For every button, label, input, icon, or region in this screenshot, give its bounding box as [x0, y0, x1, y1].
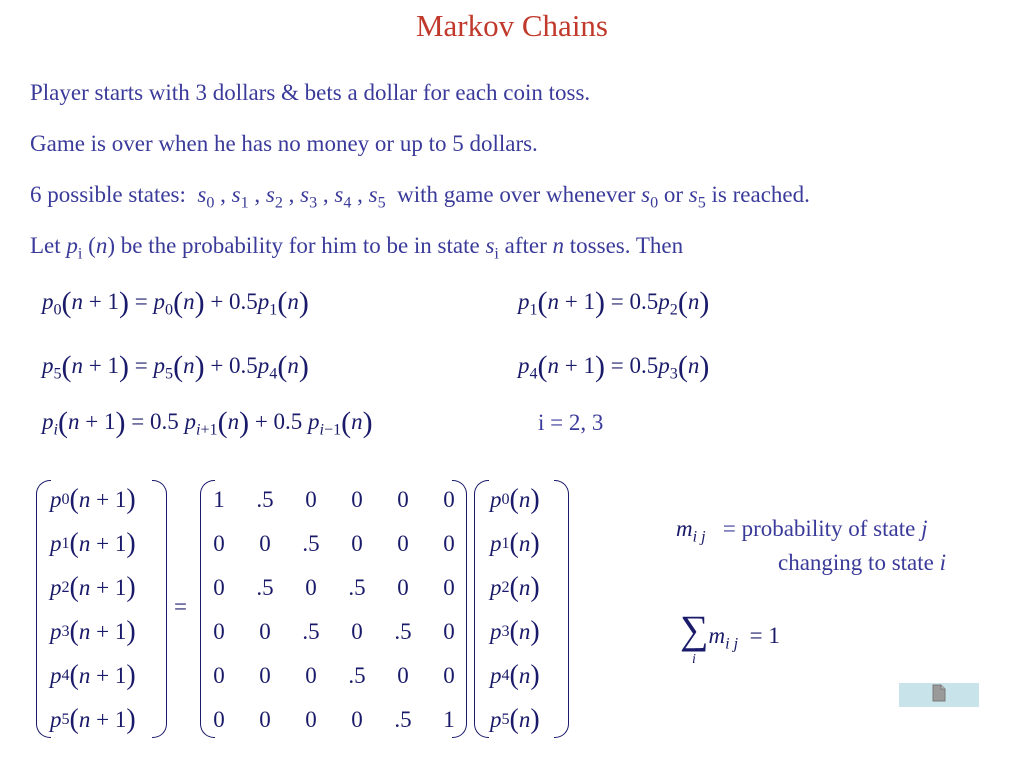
- matrix-cell: 0: [397, 575, 409, 600]
- left-vector-bracket-left: [36, 480, 51, 738]
- mij-definition-line2: changing to state i: [778, 550, 946, 575]
- text-line-3: 6 possible states: $s_0$ , $s_1$ , $s_2$ , $s_3$ , $s_4$ , $s_5$ with game over whenever $s_0$ or $s_5$ is reached.: [30, 182, 810, 212]
- matrix-cell: 0: [443, 487, 455, 512]
- matrix-cell: .5: [256, 575, 274, 600]
- matrix-cell: 1: [213, 487, 225, 512]
- matrix-cell: 0: [397, 663, 409, 688]
- matrix-cell: 0: [259, 663, 271, 688]
- left-vector-bracket-right: [152, 480, 167, 738]
- text-line-2: Game is over when he has no money or up to 5 dollars.: [30, 131, 538, 156]
- matrix-cell: 0: [351, 531, 363, 556]
- matrix-cell: 0: [259, 531, 271, 556]
- matrix-row: [196, 566, 472, 610]
- right-vector-bracket-right: [554, 480, 569, 738]
- equals-sign: =: [174, 594, 187, 619]
- matrix-cell: .5: [348, 575, 366, 600]
- matrix-row: [196, 610, 472, 654]
- matrix-cell: 0: [443, 619, 455, 644]
- matrix-cell: 0: [305, 575, 317, 600]
- matrix-row: [196, 478, 472, 522]
- matrix-cell: .5: [394, 707, 412, 732]
- equation-p5: $p_5(n + 1) = p_5(n) + 0.5p_4(n)$: [42, 350, 309, 383]
- equation-p1: $p_1(n + 1) = 0.5p_2(n)$: [518, 286, 710, 319]
- right-vector-bracket-left: [474, 480, 489, 738]
- matrix-cell: 0: [397, 531, 409, 556]
- matrix-cell: 0: [213, 663, 225, 688]
- matrix-cell: .5: [348, 663, 366, 688]
- slide-title: Markov Chains: [415, 8, 608, 43]
- matrix-cell: 0: [305, 487, 317, 512]
- i-range: i = 2, 3: [538, 410, 604, 435]
- matrix-cell: .5: [302, 531, 320, 556]
- matrix-cell: 0: [351, 619, 363, 644]
- matrix-cell: 0: [397, 487, 409, 512]
- matrix-cell: 0: [443, 575, 455, 600]
- matrix-row: [196, 698, 472, 742]
- matrix-cell: .5: [302, 619, 320, 644]
- equation-p4: $p_4(n + 1) = 0.5p_3(n)$: [518, 350, 710, 383]
- matrix-cell: .5: [394, 619, 412, 644]
- matrix-cell: 0: [213, 619, 225, 644]
- equation-pi: $p_i(n + 1) = 0.5$ $p_{i+1}(n) + 0.5$ $p_{i-1}(n)$: [42, 406, 373, 439]
- transition-matrix: [196, 478, 472, 742]
- matrix-cell: 0: [351, 707, 363, 732]
- matrix-cell: 0: [213, 575, 225, 600]
- matrix-cell: .5: [256, 487, 274, 512]
- left-vector: p 0 ( n + 1 ) p 1 ( n + 1 ) p 2 ( n + 1 ) p 3 ( n + 1 ) p 4 ( n + 1 ) p 5 ( n + 1 ): [50, 484, 136, 735]
- mij-definition: $m_{i j}$ = probability of state j: [676, 516, 928, 546]
- matrix-cell: 0: [259, 707, 271, 732]
- matrix-cell: 0: [351, 487, 363, 512]
- text-line-4: Let $p_i$ (n) be the probability for him to be in state $s_i$ after n tosses. Then: [30, 233, 684, 263]
- equation-p0: $p_0(n + 1) = p_0(n) + 0.5p_1(n)$: [42, 286, 309, 319]
- sum-equation: $\sum m_{i j} = 1$: [680, 607, 780, 653]
- text-line-1: Player starts with 3 dollars & bets a dollar for each coin toss.: [30, 80, 591, 105]
- right-vector: p 0 ( n ) p 1 ( n ) p 2 ( n ) p 3 ( n ) p 4 ( n ) p 5 ( n ): [490, 484, 540, 735]
- slide-nav-button[interactable]: [899, 683, 979, 707]
- matrix-cell: 0: [305, 663, 317, 688]
- matrix-cell: 0: [259, 619, 271, 644]
- matrix-cell: 0: [213, 531, 225, 556]
- matrix-cell: 1: [443, 707, 455, 732]
- matrix-row: [196, 654, 472, 698]
- document-icon: [932, 684, 946, 707]
- matrix-row: [196, 522, 472, 566]
- matrix-cell: 0: [443, 663, 455, 688]
- matrix-cell: 0: [213, 707, 225, 732]
- matrix-cell: 0: [305, 707, 317, 732]
- sum-index: i: [692, 652, 696, 667]
- matrix-cell: 0: [443, 531, 455, 556]
